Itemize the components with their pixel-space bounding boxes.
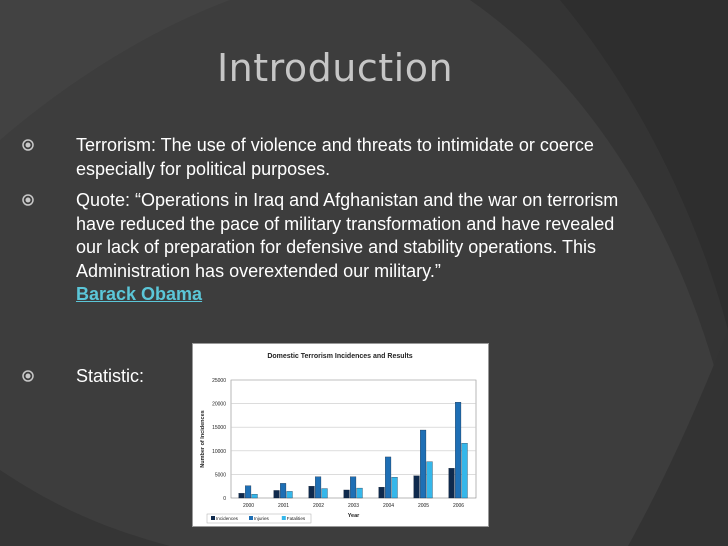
bar-incidences <box>239 493 245 498</box>
bullet-text: Statistic: <box>76 366 145 386</box>
legend-label: Injuries <box>254 516 269 521</box>
chart-image <box>192 343 489 527</box>
bar-incidences <box>449 468 455 498</box>
bar-fatalities <box>287 491 293 498</box>
circle-bullet-icon <box>22 139 34 151</box>
x-tick-label: 2000 <box>242 503 255 509</box>
bar-injuries <box>385 457 391 498</box>
circle-bullet-icon <box>22 370 34 382</box>
bar-injuries <box>455 402 461 498</box>
legend-swatch <box>211 516 215 520</box>
legend-swatch <box>282 516 286 520</box>
bar-injuries <box>280 483 286 498</box>
bar-fatalities <box>322 489 328 498</box>
y-tick-label: 15000 <box>212 425 226 432</box>
y-tick-label: 10000 <box>212 448 226 455</box>
bar-chart <box>193 344 488 526</box>
x-tick-label: 2006 <box>452 503 465 509</box>
x-axis-label: Year <box>347 513 360 519</box>
x-tick-label: 2003 <box>347 503 360 509</box>
bar-fatalities <box>462 443 468 498</box>
y-tick-label: 5000 <box>214 472 226 479</box>
x-tick-label: 2004 <box>382 503 395 509</box>
y-tick-label: 25000 <box>212 378 226 384</box>
bar-incidences <box>344 490 350 498</box>
x-tick-label: 2002 <box>312 503 325 509</box>
circle-bullet-icon <box>22 194 34 206</box>
bar-fatalities <box>427 462 433 498</box>
bar-injuries <box>315 477 321 498</box>
y-axis-label: Number of Incidences <box>200 410 206 468</box>
bar-incidences <box>414 476 420 498</box>
bar-incidences <box>379 487 385 498</box>
legend-swatch <box>249 516 253 520</box>
bar-injuries <box>245 486 251 498</box>
bar-fatalities <box>357 488 363 498</box>
bar-incidences <box>309 486 315 498</box>
x-tick-label: 2005 <box>417 503 430 509</box>
legend-label: Incidences <box>216 516 238 521</box>
bar-fatalities <box>252 494 258 498</box>
chart-title: Domestic Terrorism Incidences and Results <box>267 353 413 360</box>
slide-title: Introduction <box>216 46 454 90</box>
bullet-text: Quote: “Operations in Iraq and Afghanistan and the war on terrorism have reduced the pace of military transformation and have revealed our lack of preparation for defensive and stability operations. This Administration has overextended our military.” <box>76 190 619 281</box>
bar-injuries <box>420 430 426 498</box>
y-tick-label: 0 <box>223 496 226 502</box>
quote-author-link[interactable]: Barack Obama <box>76 284 203 304</box>
x-tick-label: 2001 <box>277 503 290 509</box>
bar-fatalities <box>392 477 398 498</box>
bar-incidences <box>274 490 280 498</box>
y-tick-label: 20000 <box>212 401 226 408</box>
bar-injuries <box>350 477 356 498</box>
bullet-text: Terrorism: The use of violence and threats to intimidate or coerce especially for political purposes. <box>76 135 594 179</box>
legend-label: Fatalities <box>286 516 306 521</box>
